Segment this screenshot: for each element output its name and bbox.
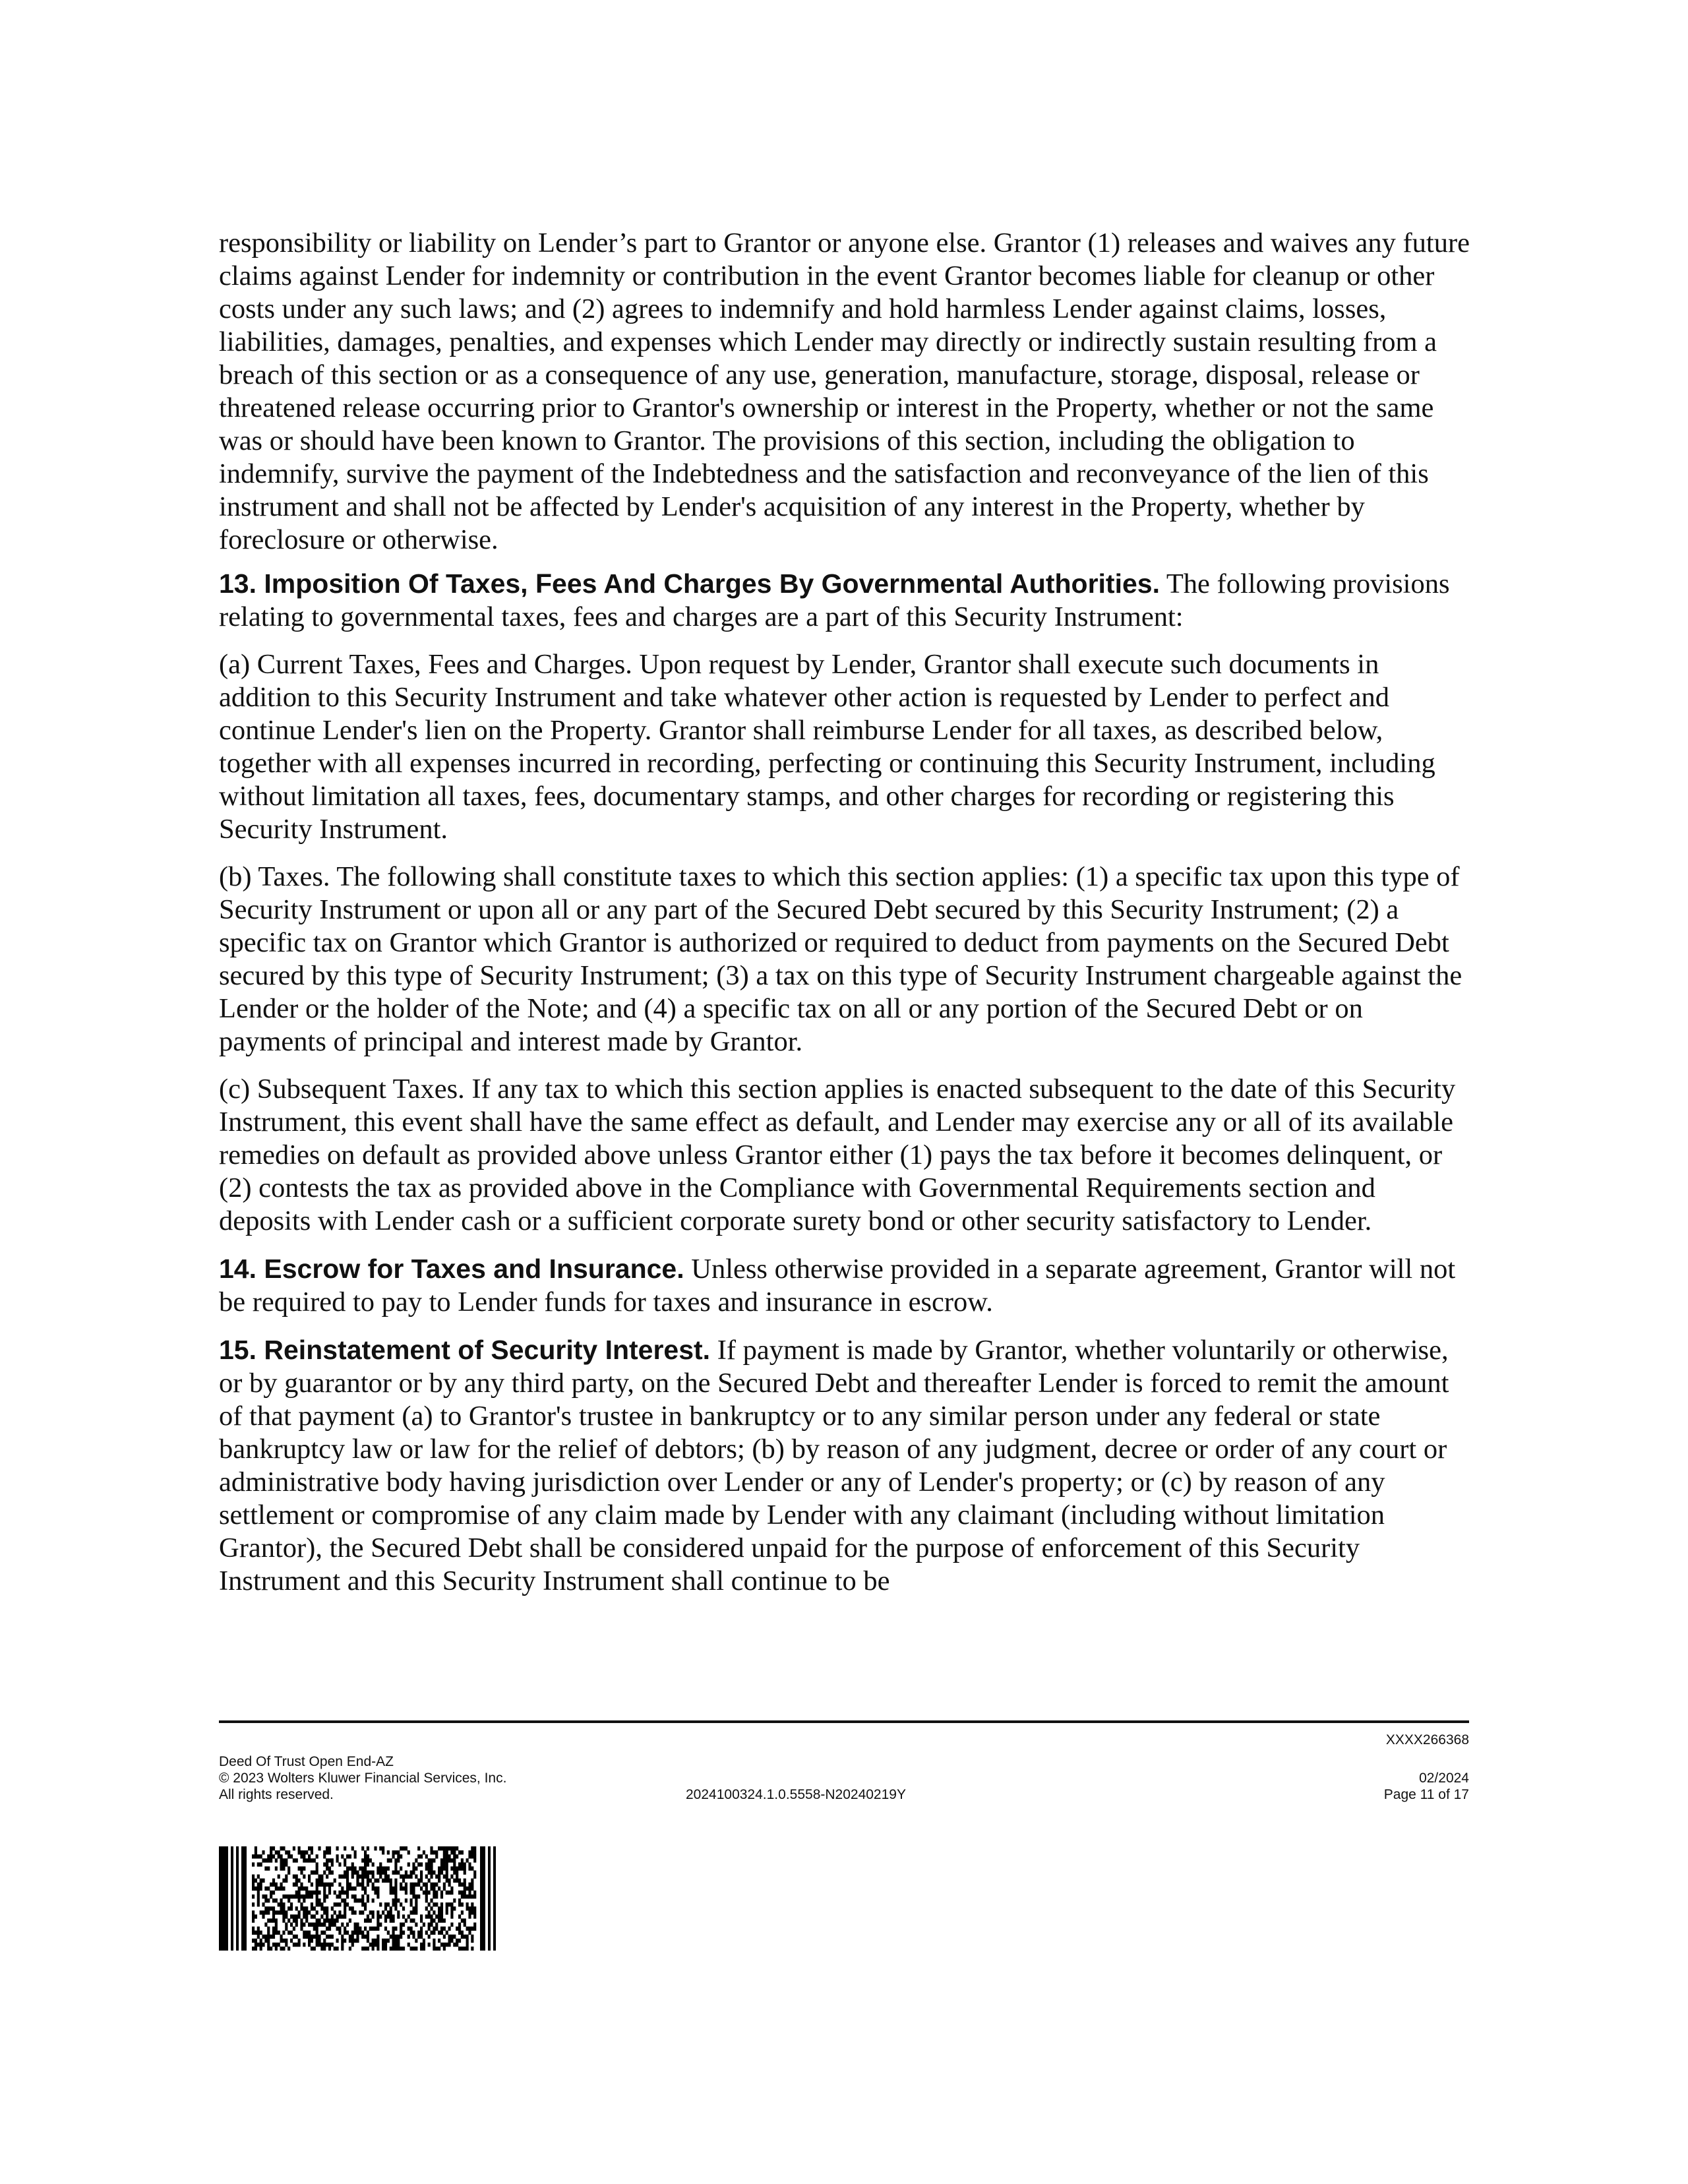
section-15-text: If payment is made by Grantor, whether voluntarily or otherwise, or by guarantor or by any third party, on the Secured Debt and thereafter Lender is forced to remit the amount of that payment (a) to Grantor's trustee in bankruptcy or to any similar person under any federal or state bankruptcy law or law for the relief of debtors; (b) by reason of any judgment, decree or order of any court or administrative body having jurisdiction over Lender or any of Lender's property; or (c) by reason of any settlement or compromise of any claim made by Lender with any claimant (including without limitation Grantor), the Secured Debt shall be considered unpaid for the purpose of enforcement of this Security Instrument and this Security Instrument shall continue to be [219, 1335, 1449, 1596]
section-13-c: (c) Subsequent Taxes. If any tax to which this section applies is enacted subsequent to the date of this Security Instrument, this event shall have the same effect as default, and Lender may exercise any or all of its available remedies on default as provided above unless Grantor either (1) pays the tax before it becomes delinquent, or (2) contests the tax as provided above in the Compliance with Governmental Requirements section and deposits with Lender cash or a sufficient corporate surety bond or other security satisfactory to Lender. [219, 1074, 1456, 1236]
footer-divider [219, 1720, 1469, 1723]
section-15-heading: 15. Reinstatement of Security Interest. [219, 1335, 711, 1365]
section-14-heading: 14. Escrow for Taxes and Insurance. [219, 1254, 684, 1284]
section-13-heading: 13. Imposition Of Taxes, Fees And Charges By Governmental Authorities. [219, 568, 1160, 599]
section-13-intro: The following provisions relating to governmental taxes, fees and charges are a part of this Security Instrument: [219, 568, 1450, 632]
footer-right [1384, 1770, 1469, 1803]
document-body [219, 227, 1472, 1612]
copyright: © 2023 Wolters Kluwer Financial Services, Inc. [219, 1771, 507, 1786]
section-14-text: Unless otherwise provided in a separate agreement, Grantor will not be required to pay to Lender funds for taxes and insurance in escrow. [219, 1254, 1456, 1318]
section-13 [219, 567, 1472, 634]
page-number: Page 11 of 17 [1383, 1787, 1469, 1802]
form-name: Deed Of Trust Open End-AZ [219, 1754, 394, 1769]
document-code: 2024100324.1.0.5558-N20240219Y [686, 1787, 906, 1802]
pdf417-barcode [219, 1846, 496, 1951]
section-13-a: (a) Current Taxes, Fees and Charges. Upon request by Lender, Grantor shall execute such documents in addition to this Security Instrument and take whatever other action is requested by Lender to perfect and continue Lender's lien on the Property. Grantor shall reimburse Lender for all taxes, as described below, together with all expenses incurred in recording, perfecting or continuing this Security Instrument, including without limitation all taxes, fees, documentary stamps, and other charges for recording or registering this Security Instrument. [219, 649, 1435, 845]
form-date: 02/2024 [1419, 1771, 1469, 1786]
section-13-b: (b) Taxes. The following shall constitute taxes to which this section applies: (1) a specific tax upon this type of Security Instrument or upon all or any part of the Secured Debt secured by this Security Instrument; (2) a specific tax on Grantor which Grantor is authorized or required to deduct from payments on the Secured Debt secured by this type of Security Instrument; (3) a tax on this type of Security Instrument chargeable against the Lender or the holder of the Note; and (4) a specific tax on all or any portion of the Secured Debt or on payments of principal and interest made by Grantor. [219, 861, 1462, 1057]
footer-left [219, 1753, 506, 1803]
rights-reserved: All rights reserved. [219, 1787, 334, 1802]
loan-number: XXXX266368 [1385, 1732, 1469, 1747]
section-15 [219, 1333, 1472, 1598]
section-14 [219, 1252, 1472, 1319]
paragraph-continuation: responsibility or liability on Lender’s part to Grantor or anyone else. Grantor (1) releases and waives any future claims against Lender for indemnity or contribution in the event Grantor becomes liable for cleanup or other costs under any such laws; and (2) agrees to indemnify and hold harmless Lender against claims, losses, liabilities, damages, penalties, and expenses which Lender may directly or indirectly sustain resulting from a breach of this section or as a consequence of any use, generation, manufacture, storage, disposal, release or threatened release occurring prior to Grantor's ownership or interest in the Property, whether or not the same was or should have been known to Grantor. The provisions of this section, including the obligation to indemnify, survive the payment of the Indebtedness and the satisfaction and reconveyance of the lien of this instrument and shall not be affected by Lender's acquisition of any interest in the Property, whether by foreclosure or otherwise. [219, 228, 1470, 555]
